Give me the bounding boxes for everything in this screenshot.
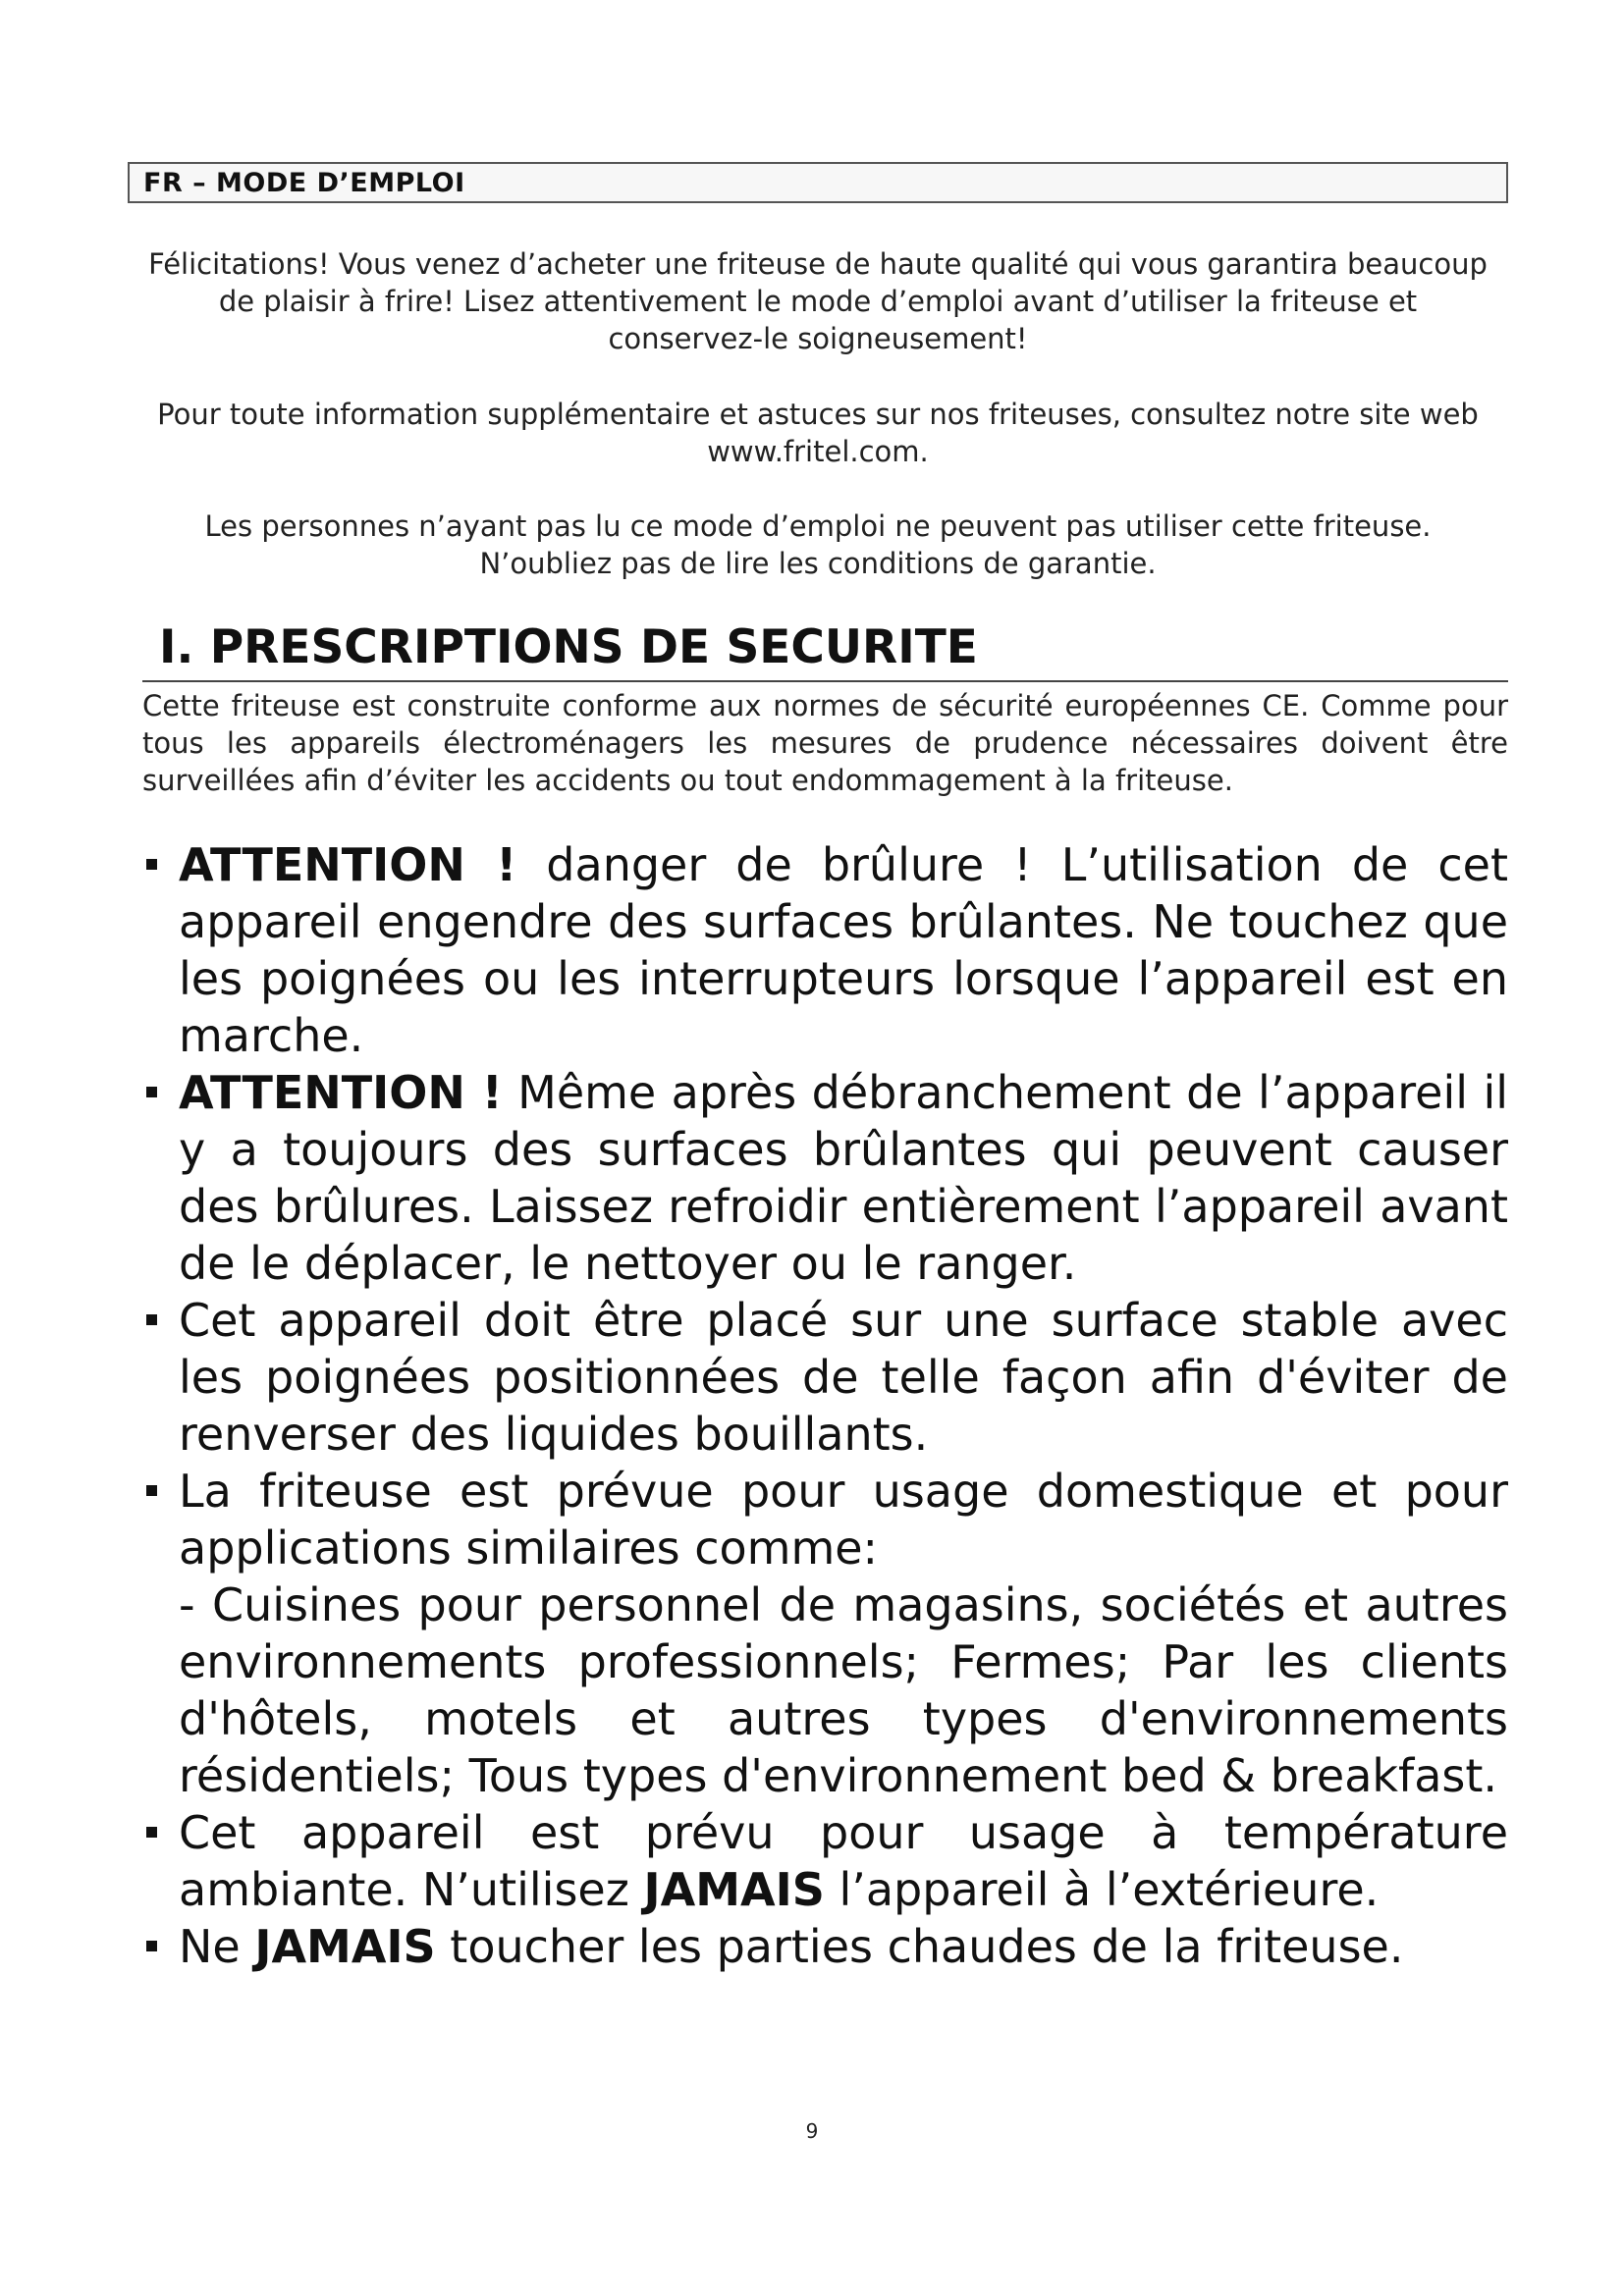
bullet-icon bbox=[146, 1485, 157, 1496]
item-bold: ATTENTION ! bbox=[179, 1066, 503, 1119]
item-bold: ATTENTION ! bbox=[179, 838, 517, 891]
section-divider bbox=[142, 680, 1508, 682]
item-text: Cet appareil doit être placé sur une surface stable avec les poignées positionnées de telle façon afin d'éviter de renverser des liquides bouillants. bbox=[179, 1294, 1508, 1461]
intro-paragraph-3 bbox=[147, 507, 1489, 582]
list-item bbox=[142, 1918, 1508, 1975]
section-title: I. PRESCRIPTIONS DE SECURITE bbox=[159, 620, 978, 674]
safety-list bbox=[142, 836, 1508, 1975]
bullet-icon bbox=[146, 1087, 157, 1097]
item-text-before: Ne bbox=[179, 1920, 255, 1973]
item-bold: JAMAIS bbox=[254, 1920, 436, 1973]
header-title: FR – MODE D’EMPLOI bbox=[143, 167, 465, 198]
item-text: Même après débranchement de l’appareil il y a toujours des surfaces brûlantes qui peuvent causer des brûlures. Laissez refroidir entièrement l’appareil avant de le déplacer, le nettoyer ou le ranger. bbox=[179, 1066, 1509, 1290]
list-item bbox=[142, 1804, 1508, 1918]
header-box bbox=[128, 162, 1508, 203]
intro-text-1: Félicitations! Vous venez d’acheter une friteuse de haute qualité qui vous garantira beaucoup de plaisir à frire! Lisez attentivement le mode d’emploi avant d’utiliser la friteuse et conservez-le soigneusement! bbox=[148, 247, 1488, 355]
item-subtext: - Cuisines pour personnel de magasins, sociétés et autres environnements professionnels; Fermes; Par les clients d'hôtels, motels et autres types d'environnements résidentiels; Tous types d'environnement bed & breakfast. bbox=[179, 1578, 1508, 1802]
bullet-icon bbox=[146, 859, 157, 870]
intro-paragraph-1 bbox=[147, 245, 1489, 357]
intro-paragraph-2 bbox=[147, 396, 1489, 470]
section-intro: Cette friteuse est construite conforme aux normes de sécurité européennes CE. Comme pour tous les appareils électroménagers les mesures de prudence nécessaires doivent être surveillées afin d’éviter les accidents ou tout endommagement à la friteuse. bbox=[142, 689, 1508, 797]
list-item bbox=[142, 836, 1508, 1064]
item-bold: JAMAIS bbox=[643, 1863, 825, 1916]
bullet-icon bbox=[146, 1314, 157, 1325]
bullet-icon bbox=[146, 1941, 157, 1951]
list-item bbox=[142, 1292, 1508, 1463]
item-text: La friteuse est prévue pour usage domestique et pour applications similaires comme: bbox=[179, 1465, 1508, 1575]
bullet-icon bbox=[146, 1827, 157, 1838]
item-text-after: l’appareil à l’extérieure. bbox=[824, 1863, 1380, 1916]
intro-text-2: Pour toute information supplémentaire et astuces sur nos friteuses, consultez notre site web www.fritel.com. bbox=[157, 398, 1479, 468]
list-item bbox=[142, 1064, 1508, 1292]
page-number: 9 bbox=[805, 2119, 819, 2143]
list-item bbox=[142, 1463, 1508, 1804]
intro-text-3: Les personnes n’ayant pas lu ce mode d’emploi ne peuvent pas utiliser cette friteuse. N’oubliez pas de lire les conditions de garantie. bbox=[204, 509, 1432, 580]
item-text: danger de brûlure ! L’utilisation de cet appareil engendre des surfaces brûlantes. Ne touchez que les poignées ou les interrupteurs lorsque l’appareil est en marche. bbox=[179, 838, 1508, 1062]
item-text-before: Cet appareil est prévu pour usage à température ambiante. N’utilisez bbox=[179, 1806, 1508, 1916]
item-text-after: toucher les parties chaudes de la friteuse. bbox=[435, 1920, 1404, 1973]
